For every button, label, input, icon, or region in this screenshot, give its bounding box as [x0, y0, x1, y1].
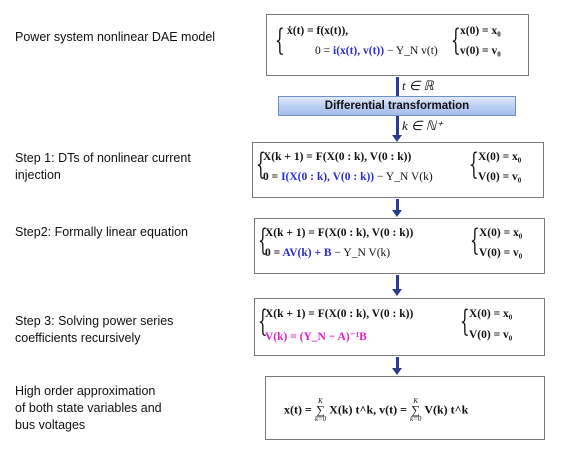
- label-step1: Step 1: DTs of nonlinear current injection: [15, 151, 191, 182]
- k-domain-label: k ∈ ℕ⁺: [402, 118, 443, 133]
- sum-symbol-x: K ∑ k=0: [314, 397, 327, 423]
- model-equation-box: [266, 14, 529, 76]
- step2-init-x: X(0) = x₀: [479, 227, 523, 239]
- model-init-v: v(0) = v₀: [460, 45, 501, 57]
- right-brace: {: [451, 23, 461, 58]
- arrow-1-shaft: [396, 77, 399, 96]
- step1-equation-box: [252, 142, 544, 198]
- right-brace: {: [470, 223, 480, 258]
- arrow-2-head: [392, 135, 402, 142]
- step3-eq-line2: [265, 329, 367, 343]
- step1-current-injection: I(X(0 : k), V(0 : k)): [281, 171, 375, 183]
- left-brace: {: [275, 23, 285, 58]
- step1-init-x: X(0) = x₀: [478, 151, 522, 163]
- arrow-4-shaft: [396, 275, 399, 290]
- step1-init-v: V(0) = v₀: [478, 171, 522, 183]
- step3-init-v: V(0) = v₀: [469, 329, 513, 341]
- model-eq-line1: ẋ(t) = f(x(t)),: [287, 25, 349, 37]
- right-brace: {: [460, 304, 470, 339]
- right-brace: {: [469, 147, 479, 182]
- step3-equation-box: [254, 298, 545, 356]
- model-current-injection: i(x(t), v(t)): [333, 45, 385, 57]
- left-brace: {: [258, 223, 268, 258]
- step3-eq-line1: X(k + 1) = F(X(0 : k), V(0 : k)): [265, 308, 414, 320]
- t-domain-label: t ∈ ℝ: [402, 78, 434, 93]
- sum-symbol-v: K ∑ k=0: [409, 397, 422, 423]
- arrow-4-head: [392, 289, 402, 296]
- step2-init-v: V(0) = v₀: [479, 247, 523, 259]
- step2-eq-line1: X(k + 1) = F(X(0 : k), V(0 : k)): [265, 227, 414, 239]
- step1-eq-line1: X(k + 1) = F(X(0 : k), V(0 : k)): [263, 151, 412, 163]
- model-init-x: x(0) = x₀: [460, 25, 501, 37]
- step1-eq-line2: 0 = I(X(0 : k), V(0 : k)) − Y_N V(k): [263, 171, 433, 183]
- arrow-2-shaft: [396, 116, 399, 136]
- step3-init-x: X(0) = x₀: [469, 308, 513, 320]
- arrow-5-head: [392, 368, 402, 375]
- arrow-3-head: [392, 210, 402, 217]
- left-brace: {: [256, 147, 266, 182]
- label-final: High order approximation of both state variables and bus voltages: [15, 384, 162, 432]
- label-step2: Step2: Formally linear equation: [15, 225, 189, 239]
- final-approximation-box: [265, 376, 545, 440]
- step3-recursive-solution: V(k) = (Y_N − A)⁻¹B: [265, 331, 367, 343]
- differential-transformation-bar: Differential transformation: [278, 96, 516, 116]
- left-brace: {: [258, 304, 268, 339]
- step2-equation-box: [254, 218, 545, 274]
- step2-eq-line2: 0 = AV(k) + B − Y_N V(k): [265, 247, 391, 259]
- final-eq: x(t) = K ∑ k=0 X(k) t^k, v(t) = K ∑ k=0 V(k) t^k: [284, 397, 469, 423]
- label-step3: Step 3: Solving power series coefficients recursively: [15, 314, 174, 345]
- step2-linear-term: AV(k) + B: [282, 247, 332, 259]
- model-eq-line2: 0 = i(x(t), v(t)) − Y_N v(t): [315, 45, 438, 57]
- label-model: Power system nonlinear DAE model: [15, 30, 216, 44]
